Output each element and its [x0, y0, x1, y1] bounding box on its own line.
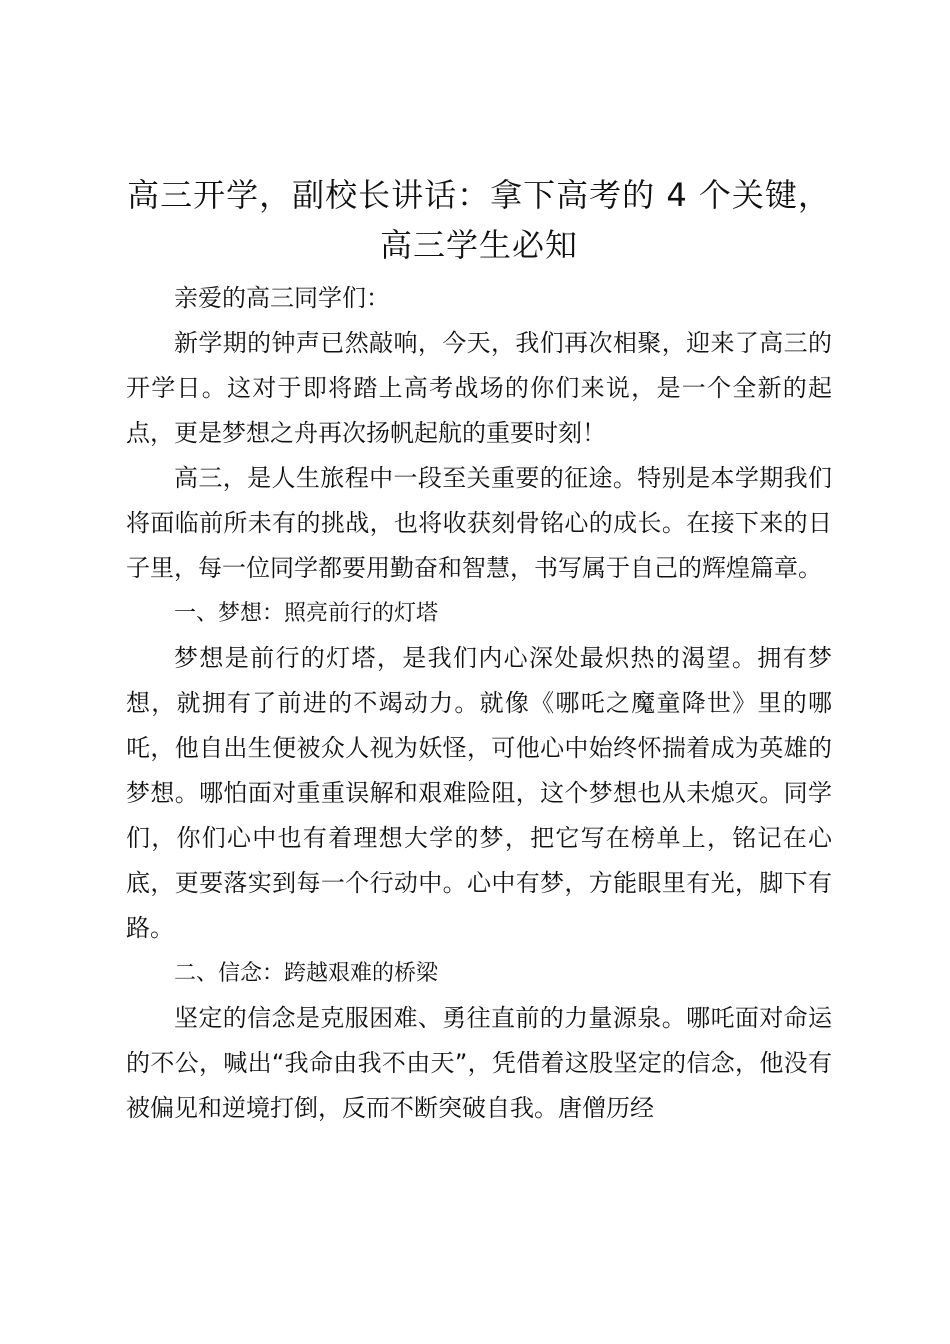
section-heading-dream: 一、梦想：照亮前行的灯塔	[174, 601, 439, 626]
greeting: 亲爱的高三同学们：	[174, 284, 390, 312]
document-title: 高三开学，副校长讲话：拿下高考的 4 个关键，高三学生必知	[127, 176, 831, 264]
paragraph-opening: 新学期的钟声已然敲响，今天，我们再次相聚，迎来了高三的开学日。这对于即将踏上高考战场的你们来说，是一个全新的起点，更是梦想之舟再次扬帆起航的重要时刻！	[126, 329, 832, 447]
paragraph-dream: 梦想是前行的灯塔，是我们内心深处最炽热的渴望。拥有梦想，就拥有了前进的不竭动力。就像《哪吒之魔童降世》里的哪吒，他自出生便被众人视为妖怪，可他心中始终怀揣着成为英雄的梦想。哪怕面对重重误解和艰难险阻，这个梦想也从未熄灭。同学们，你们心中也有着理想大学的梦，把它写在榜单上，铭记在心底，更要落实到每一个行动中。心中有梦，方能眼里有光，脚下有路。	[126, 644, 832, 942]
section-heading-belief: 二、信念：跨越艰难的桥梁	[174, 961, 439, 986]
document-page	[126, 170, 832, 1131]
paragraph-senior-year: 高三，是人生旅程中一段至关重要的征途。特别是本学期我们将面临前所未有的挑战，也将收获刻骨铭心的成长。在接下来的日子里，每一位同学都要用勤奋和智慧，书写属于自己的辉煌篇章。	[126, 464, 832, 582]
paragraph-belief: 坚定的信念是克服困难、勇往直前的力量源泉。哪吒面对命运的不公，喊出“我命由我不由天”，凭借着这股坚定的信念，他没有被偏见和逆境打倒，反而不断突破自我。唐僧历经	[126, 1004, 832, 1122]
